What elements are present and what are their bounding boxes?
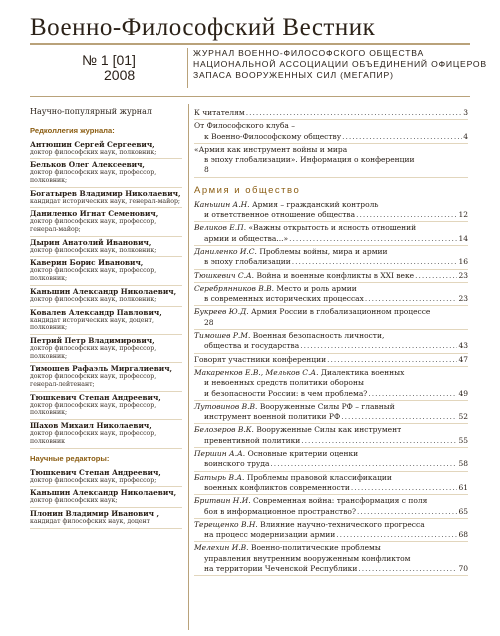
person-name: Антюшин Сергей Сергеевич, bbox=[30, 139, 155, 149]
toc-title-text: армии и общества...» bbox=[204, 233, 289, 243]
toc-line bbox=[194, 331, 468, 341]
toc-title-text: Основные критерии оценки bbox=[247, 449, 359, 459]
toc-title-text: Военно-политические проблемы bbox=[250, 543, 381, 553]
toc-line bbox=[194, 165, 468, 175]
toc-page-number: 58 bbox=[458, 459, 468, 469]
toc-line bbox=[194, 436, 468, 446]
toc-title-text: Проблемы правовой классификации bbox=[246, 472, 392, 482]
toc-entry bbox=[194, 448, 468, 472]
person-name: Плонин Владимир Иванович , bbox=[30, 508, 160, 518]
toc-title-text: Армия России в глобализационном процессе bbox=[250, 307, 431, 317]
toc-title-text: Диалектика военных bbox=[320, 367, 405, 377]
person-entry bbox=[30, 392, 182, 420]
person-name: Тюшкевич Степан Андреевич, bbox=[30, 392, 161, 402]
person-credentials: доктор философских наук, профессор, полковник bbox=[30, 430, 157, 445]
toc-title-text: Место и роль армии bbox=[276, 283, 357, 293]
toc-line bbox=[194, 402, 468, 412]
toc-line bbox=[194, 132, 468, 142]
toc-title-text: 8 bbox=[204, 165, 209, 175]
toc-title-text: Армия – гражданский контроль bbox=[251, 199, 379, 209]
toc-author: Каньшин А.Н. bbox=[194, 199, 250, 209]
toc-line bbox=[194, 121, 468, 131]
toc-line bbox=[194, 234, 468, 244]
person-name: Петрий Петр Владимирович, bbox=[30, 335, 155, 345]
person-name: Даниленко Игнат Семенович, bbox=[30, 209, 159, 219]
toc-leader-dots bbox=[300, 341, 457, 351]
toc-line bbox=[194, 554, 468, 564]
toc-page-number: 4 bbox=[463, 131, 468, 141]
toc-title-text: и безопасности России: в чем проблема? bbox=[204, 388, 368, 398]
toc-entry bbox=[194, 354, 468, 367]
person-credentials: доктор философских наук, профессор, полковник; bbox=[30, 267, 157, 283]
person-entry bbox=[30, 420, 182, 448]
toc-leader-dots bbox=[270, 459, 457, 469]
toc-line bbox=[194, 145, 468, 155]
toc-leader-dots bbox=[358, 564, 457, 574]
toc-title-text: и ответственное отношение общества bbox=[204, 210, 356, 220]
toc-title-text: и невоенных средств политики обороны bbox=[204, 378, 364, 388]
toc-entry bbox=[194, 199, 468, 223]
toc-title-text: боя в информационное пространство? bbox=[204, 506, 356, 516]
person-credentials: доктор философских наук, профессор, полковник; bbox=[30, 401, 157, 417]
toc-line bbox=[194, 389, 468, 399]
toc-leader-dots bbox=[246, 108, 463, 118]
toc-line bbox=[194, 425, 468, 435]
column-divider bbox=[188, 104, 189, 630]
person-credentials: доктор философских наук, профессор, генерал-лейтенант; bbox=[30, 373, 157, 389]
toc-author: Першин А.А. bbox=[194, 449, 246, 459]
editors-list bbox=[30, 467, 182, 529]
toc-title-text: К читателям bbox=[194, 108, 245, 117]
person-entry bbox=[30, 237, 182, 258]
person-entry bbox=[30, 139, 182, 160]
table-of-contents bbox=[194, 107, 468, 576]
person-entry bbox=[30, 208, 182, 236]
toc-entry bbox=[194, 542, 468, 576]
toc-title-text: Проблемы войны, мира и армии bbox=[259, 246, 388, 256]
toc-line bbox=[194, 284, 468, 294]
journal-type: Научно-популярный журнал bbox=[30, 107, 152, 116]
toc-title-text: в эпоху глобализации bbox=[204, 257, 291, 267]
toc-page-number: 43 bbox=[458, 341, 468, 351]
toc-page-number: 49 bbox=[458, 388, 468, 398]
person-credentials: доктор философских наук, профессор, полковник; bbox=[30, 344, 157, 360]
toc-leader-dots bbox=[336, 530, 457, 540]
toc-leader-dots bbox=[351, 483, 458, 493]
person-entry bbox=[30, 487, 182, 508]
toc-line bbox=[194, 200, 468, 210]
toc-author: Даниленко И.С. bbox=[194, 246, 257, 256]
toc-title-text: на процесс модернизации армии bbox=[204, 530, 336, 540]
toc-author: Серебрянников В.В. bbox=[194, 283, 275, 293]
toc-leader-dots bbox=[341, 412, 457, 422]
toc-entry bbox=[194, 306, 468, 330]
toc-entry bbox=[194, 246, 468, 270]
toc-title-text: Современная война: трансформация с поля bbox=[253, 496, 428, 506]
person-entry bbox=[30, 363, 182, 391]
toc-title-text: 28 bbox=[204, 317, 214, 327]
person-name: Дырин Анатолий Иванович, bbox=[30, 237, 152, 247]
toc-author: Тюшкевич С.А. bbox=[194, 270, 255, 280]
person-name: Бельков Олег Алексеевич, bbox=[30, 160, 145, 170]
toc-author: Макаренков Е.В., Мельков С.А. bbox=[194, 367, 319, 377]
toc-title-text: управления внутренним вооруженным конфликтом bbox=[204, 553, 411, 563]
toc-author: Мелехин И.В. bbox=[194, 543, 249, 553]
toc-page-number: 70 bbox=[458, 563, 468, 573]
toc-page-number: 55 bbox=[458, 435, 468, 445]
editorial-column bbox=[30, 107, 182, 529]
toc-title-text: Война и военные конфликты в XXI веке bbox=[256, 270, 415, 280]
person-credentials: кандидат философских наук, доцент bbox=[30, 517, 151, 525]
toc-line bbox=[194, 449, 468, 459]
toc-title-text: Вооруженные Силы как инструмент bbox=[256, 425, 402, 435]
person-entry bbox=[30, 159, 182, 187]
editors-heading: Научные редакторы: bbox=[30, 453, 110, 463]
toc-page-number: 16 bbox=[458, 257, 468, 267]
toc-page-number: 12 bbox=[458, 210, 468, 220]
toc-line bbox=[194, 473, 468, 483]
board-heading: Редколлегия журнала: bbox=[30, 125, 115, 135]
person-entry bbox=[30, 257, 182, 285]
person-credentials: кандидат исторических наук, генерал-майор; bbox=[30, 197, 181, 205]
toc-entry bbox=[194, 401, 468, 425]
person-name: Тимошев Рафаэль Миргалиевич, bbox=[30, 364, 173, 374]
journal-masthead: Военно-Философский Вестник bbox=[30, 14, 376, 41]
toc-line bbox=[194, 294, 468, 304]
toc-entry bbox=[194, 107, 468, 120]
toc-entry bbox=[194, 120, 468, 144]
issue-year: 2008 bbox=[104, 67, 136, 83]
person-credentials: доктор философских наук, полковник; bbox=[30, 246, 157, 254]
toc-leader-dots bbox=[356, 210, 457, 220]
toc-title-text: Говорят участники конференции bbox=[194, 354, 327, 364]
header-divider bbox=[187, 48, 188, 88]
toc-author: Тимошев Р.М. bbox=[194, 331, 251, 341]
person-name: Каньшин Александр Николаевич, bbox=[30, 286, 177, 296]
toc-line bbox=[194, 507, 468, 517]
toc-title-text: в эпоху глобализации». Информация о конференции bbox=[204, 155, 415, 165]
toc-line bbox=[194, 368, 468, 378]
toc-author: Бритвин Н.И. bbox=[194, 496, 251, 506]
toc-author: Лутовинов В.В. bbox=[194, 401, 258, 411]
toc-items-list bbox=[194, 199, 468, 577]
person-credentials: доктор философских наук, полковник; bbox=[30, 295, 157, 303]
toc-line bbox=[194, 318, 468, 328]
toc-page-number: 65 bbox=[458, 506, 468, 516]
person-entry bbox=[30, 307, 182, 335]
person-credentials: доктор философских наук; bbox=[30, 497, 118, 505]
toc-entry bbox=[194, 519, 468, 543]
person-credentials: доктор философских наук, профессор; bbox=[30, 476, 157, 484]
toc-leader-dots bbox=[342, 132, 462, 142]
toc-line bbox=[194, 378, 468, 388]
toc-entry bbox=[194, 222, 468, 246]
toc-title-text: к Военно-Философскому обществу bbox=[204, 131, 342, 141]
toc-author: Батырь В.А. bbox=[194, 472, 245, 482]
toc-page-number: 23 bbox=[458, 294, 468, 304]
person-name: Каньшин Александр Николаевич, bbox=[30, 488, 177, 498]
toc-title-text: воинского труда bbox=[204, 459, 270, 469]
person-entry bbox=[30, 335, 182, 363]
toc-entry bbox=[194, 283, 468, 307]
toc-page-number: 23 bbox=[458, 270, 468, 280]
toc-line bbox=[194, 210, 468, 220]
person-name: Богатырев Владимир Николаевич, bbox=[30, 188, 181, 198]
toc-title-text: инструмент военной политики РФ bbox=[204, 412, 341, 422]
toc-title-text: военных конфликтов современности bbox=[204, 482, 350, 492]
toc-line bbox=[194, 247, 468, 257]
toc-author: Великов Е.П. bbox=[194, 223, 247, 233]
toc-line bbox=[194, 341, 468, 351]
toc-page-number: 14 bbox=[458, 233, 468, 243]
toc-title-text: общества и государства bbox=[204, 341, 300, 351]
header-bottom-rule bbox=[30, 96, 470, 97]
person-credentials: доктор философских наук, профессор, генерал-майор; bbox=[30, 218, 157, 234]
toc-leader-dots bbox=[301, 436, 457, 446]
toc-leader-dots bbox=[357, 507, 457, 517]
toc-page-number: 3 bbox=[463, 108, 468, 117]
toc-author: Терещенко В.Н. bbox=[194, 519, 258, 529]
toc-leader-dots bbox=[327, 355, 457, 365]
toc-title-text: Вооруженные Силы РФ – главный bbox=[259, 401, 395, 411]
toc-page-number: 68 bbox=[458, 530, 468, 540]
toc-title-text: От Философского клуба – bbox=[194, 121, 295, 131]
masthead-rule bbox=[30, 43, 470, 45]
toc-entry bbox=[194, 144, 468, 178]
issue-number: № 1 [01] bbox=[82, 52, 136, 68]
person-credentials: доктор философских наук, полковник; bbox=[30, 148, 157, 156]
toc-line bbox=[194, 223, 468, 233]
person-credentials: доктор философских наук, профессор, полковник; bbox=[30, 169, 157, 184]
toc-leader-dots bbox=[368, 389, 457, 399]
toc-title-text: «Армия как инструмент войны и мира bbox=[194, 144, 348, 154]
toc-entry bbox=[194, 472, 468, 496]
toc-entry bbox=[194, 270, 468, 283]
toc-page-number: 52 bbox=[458, 412, 468, 422]
person-name: Шахов Михаил Николаевич, bbox=[30, 421, 152, 431]
toc-title-text: Военная безопасность личности, bbox=[252, 331, 385, 341]
toc-author: Белозеров В.К. bbox=[194, 425, 254, 435]
toc-line bbox=[194, 412, 468, 422]
person-entry bbox=[30, 286, 182, 307]
toc-line bbox=[194, 257, 468, 267]
toc-title-text: в современных исторических процессах bbox=[204, 294, 364, 304]
toc-line bbox=[194, 520, 468, 530]
toc-page-number: 47 bbox=[458, 354, 468, 364]
person-name: Каверин Борис Иванович, bbox=[30, 258, 144, 268]
toc-title-text: на территории Чеченской Республики bbox=[204, 563, 358, 573]
person-entry bbox=[30, 508, 182, 529]
toc-leader-dots bbox=[415, 271, 457, 281]
toc-line bbox=[194, 307, 468, 317]
person-entry bbox=[30, 467, 182, 488]
toc-line bbox=[194, 271, 468, 281]
toc-entry bbox=[194, 424, 468, 448]
toc-line bbox=[194, 564, 468, 574]
person-entry bbox=[30, 188, 182, 209]
toc-page-number: 61 bbox=[458, 482, 468, 492]
toc-intro-list bbox=[194, 107, 468, 178]
toc-section-title: Армия и общество bbox=[194, 184, 301, 196]
toc-title-text: превентивной политики bbox=[204, 435, 301, 445]
toc-line bbox=[194, 496, 468, 506]
toc-leader-dots bbox=[365, 294, 458, 304]
toc-entry bbox=[194, 330, 468, 354]
toc-line bbox=[194, 530, 468, 540]
journal-subtitle: ЖУРНАЛ ВОЕННО-ФИЛОСОФСКОГО ОБЩЕСТВА НАЦИОНАЛЬНОЙ АССОЦИАЦИИ ОБЪЕДИНЕНИЙ ОФИЦЕРОВ ЗАПАСА ВООРУЖЕННЫХ СИЛ (МЕГАПИР) bbox=[193, 48, 487, 80]
toc-line bbox=[194, 543, 468, 553]
toc-line bbox=[194, 355, 468, 365]
toc-line bbox=[194, 108, 468, 118]
toc-line bbox=[194, 155, 468, 165]
toc-title-text: «Важны открытость и ясность отношений bbox=[248, 223, 417, 233]
toc-entry bbox=[194, 367, 468, 401]
person-name: Тюшкевич Степан Андреевич, bbox=[30, 467, 161, 477]
person-name: Ковалев Александр Павлович, bbox=[30, 307, 162, 317]
toc-leader-dots bbox=[289, 234, 457, 244]
toc-line bbox=[194, 459, 468, 469]
toc-leader-dots bbox=[292, 257, 458, 267]
toc-entry bbox=[194, 495, 468, 519]
toc-author: Букреев Ю.Д. bbox=[194, 307, 249, 317]
toc-line bbox=[194, 483, 468, 493]
board-list bbox=[30, 139, 182, 449]
person-credentials: кандидат исторических наук, доцент, полковник; bbox=[30, 316, 154, 332]
toc-title-text: Влияние научно-технического прогресса bbox=[260, 519, 425, 529]
